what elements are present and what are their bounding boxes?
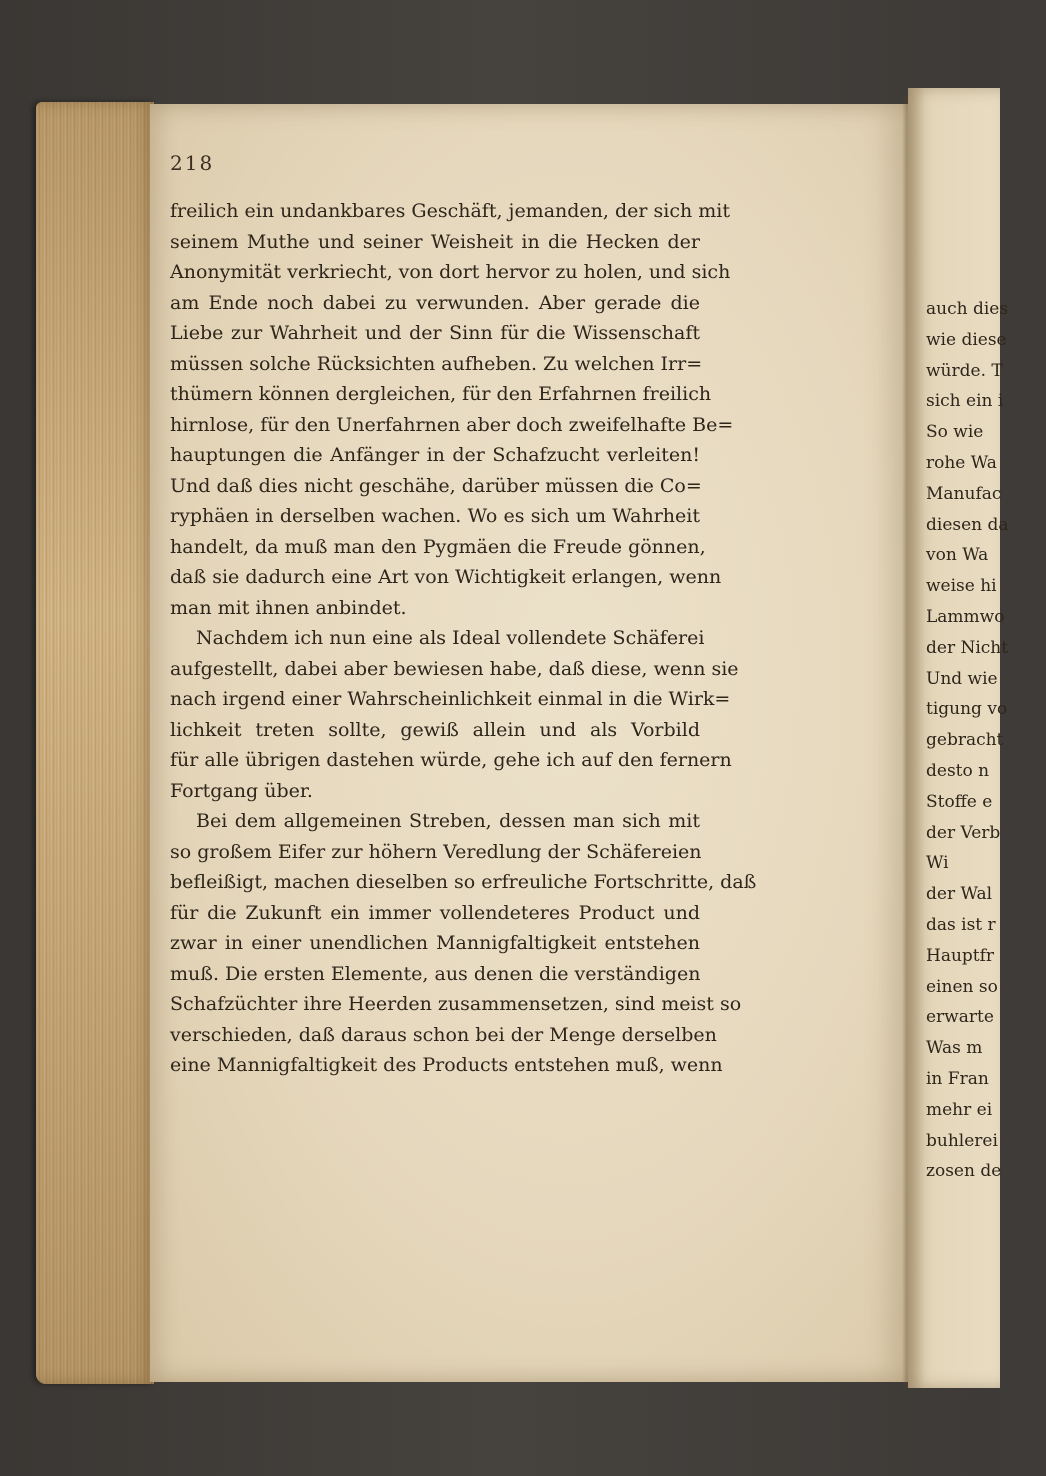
text-line: freilich ein undankbares Geschäft, jemanden, der sich mit <box>170 200 730 222</box>
text-line: für alle übrigen dastehen würde, gehe ich auf den fernern <box>170 749 732 771</box>
text-line: hauptungen die Anfänger in der Schafzucht verleiten! <box>170 444 700 466</box>
right-page-line: sich ein i <box>926 391 1004 412</box>
right-page-line: desto n <box>926 760 990 781</box>
text-line: verschieden, daß daraus schon bei der Menge derselben <box>170 1023 717 1046</box>
text-line: lichkeit treten sollte, gewiß allein und als Vorbild <box>170 718 700 741</box>
text-line: seinem Muthe und seiner Weisheit in die Hecken der <box>170 230 700 253</box>
right-page-line: gebracht <box>926 730 1004 751</box>
text-line: daß sie dadurch eine Art von Wichtigkeit erlangen, wenn <box>170 566 722 588</box>
text-line: Bei dem allgemeinen Streben, dessen man sich mit <box>196 810 700 832</box>
text-line: befleißigt, machen dieselben so erfreuliche Fortschritte, daß <box>170 871 757 893</box>
right-page-line: von Wa <box>926 545 989 566</box>
right-page-line: der Nicht <box>926 637 1009 658</box>
text-line: hirnlose, für den Unerfahrnen aber doch zweifelhafte Be= <box>170 413 734 436</box>
right-page-line: weise hi <box>926 576 997 597</box>
right-page-line: tigung vo <box>926 699 1008 720</box>
text-line: zwar in einer unendlichen Mannigfaltigkeit entstehen <box>170 932 700 954</box>
text-line: Anonymität verkriecht, von dort hervor zu holen, und sich <box>170 261 731 283</box>
right-page-line: der Wal <box>926 884 993 905</box>
body-text <box>170 196 757 1081</box>
right-page-line: das ist r <box>926 914 996 935</box>
right-page-text <box>926 294 1046 1187</box>
text-line: am Ende noch dabei zu verwunden. Aber gerade die <box>170 291 700 314</box>
right-page-line: Stoffe e <box>926 791 993 812</box>
text-line: Fortgang über. <box>170 779 313 802</box>
right-page-line: diesen da <box>926 514 1009 535</box>
text-line: man mit ihnen anbindet. <box>170 596 407 619</box>
text-line: für die Zukunft ein immer vollendeteres Product und <box>170 901 700 924</box>
text-line: ryphäen in derselben wachen. Wo es sich um Wahrheit <box>170 505 700 527</box>
right-page-line: erwarte <box>926 1007 994 1028</box>
right-page-fragment <box>908 88 1009 1388</box>
right-page-line: So wie <box>926 422 984 443</box>
text-line: müssen solche Rücksichten aufheben. Zu welchen Irr= <box>170 352 703 375</box>
text-line: aufgestellt, dabei aber bewiesen habe, daß diese, wenn sie <box>170 657 739 680</box>
right-page-line: Manufac <box>926 483 1002 504</box>
text-line: eine Mannigfaltigkeit des Products entstehen muß, wenn <box>170 1054 723 1076</box>
text-line: handelt, da muß man den Pygmäen die Freude gönnen, <box>170 535 706 558</box>
right-page-line: Was m <box>926 1038 983 1059</box>
text-line: thümern können dergleichen, für den Erfahrnen freilich <box>170 383 712 405</box>
right-page-line: rohe Wa <box>926 452 997 473</box>
right-page-line: Lammwo <box>926 606 1005 627</box>
text-line: Und daß dies nicht geschähe, darüber müssen die Co= <box>170 474 702 497</box>
right-page-line: Hauptfr <box>926 945 995 966</box>
right-page-line: in Fran <box>926 1068 989 1089</box>
text-line: Schafzüchter ihre Heerden zusammensetzen, sind meist so <box>170 993 742 1015</box>
right-page-line: Und wie <box>926 668 998 689</box>
text-line: so großem Eifer zur höhern Veredlung der Schäfereien <box>170 840 702 863</box>
right-page-line: würde. T <box>926 360 1003 381</box>
text-line: muß. Die ersten Elemente, aus denen die verständigen <box>170 962 701 985</box>
right-page-line: einen so <box>926 976 998 997</box>
right-page-line: mehr ei <box>926 1099 993 1120</box>
right-page-line: auch dies <box>926 299 1009 319</box>
right-page-line: zosen de <box>926 1161 1002 1182</box>
page-number: 218 <box>170 151 215 175</box>
right-page-line: buhlerei <box>926 1130 998 1151</box>
text-line: nach irgend einer Wahrscheinlichkeit einmal in die Wirk= <box>170 688 731 710</box>
text-line: Nachdem ich nun eine als Ideal vollendete Schäferei <box>196 627 705 649</box>
right-page-line: der Verb <box>926 822 1001 843</box>
text-line: Liebe zur Wahrheit und der Sinn für die Wissenschaft <box>170 322 700 344</box>
right-page-line: wie diese <box>926 329 1007 350</box>
page-edges <box>36 102 154 1384</box>
right-page-line: Wi <box>926 853 949 874</box>
